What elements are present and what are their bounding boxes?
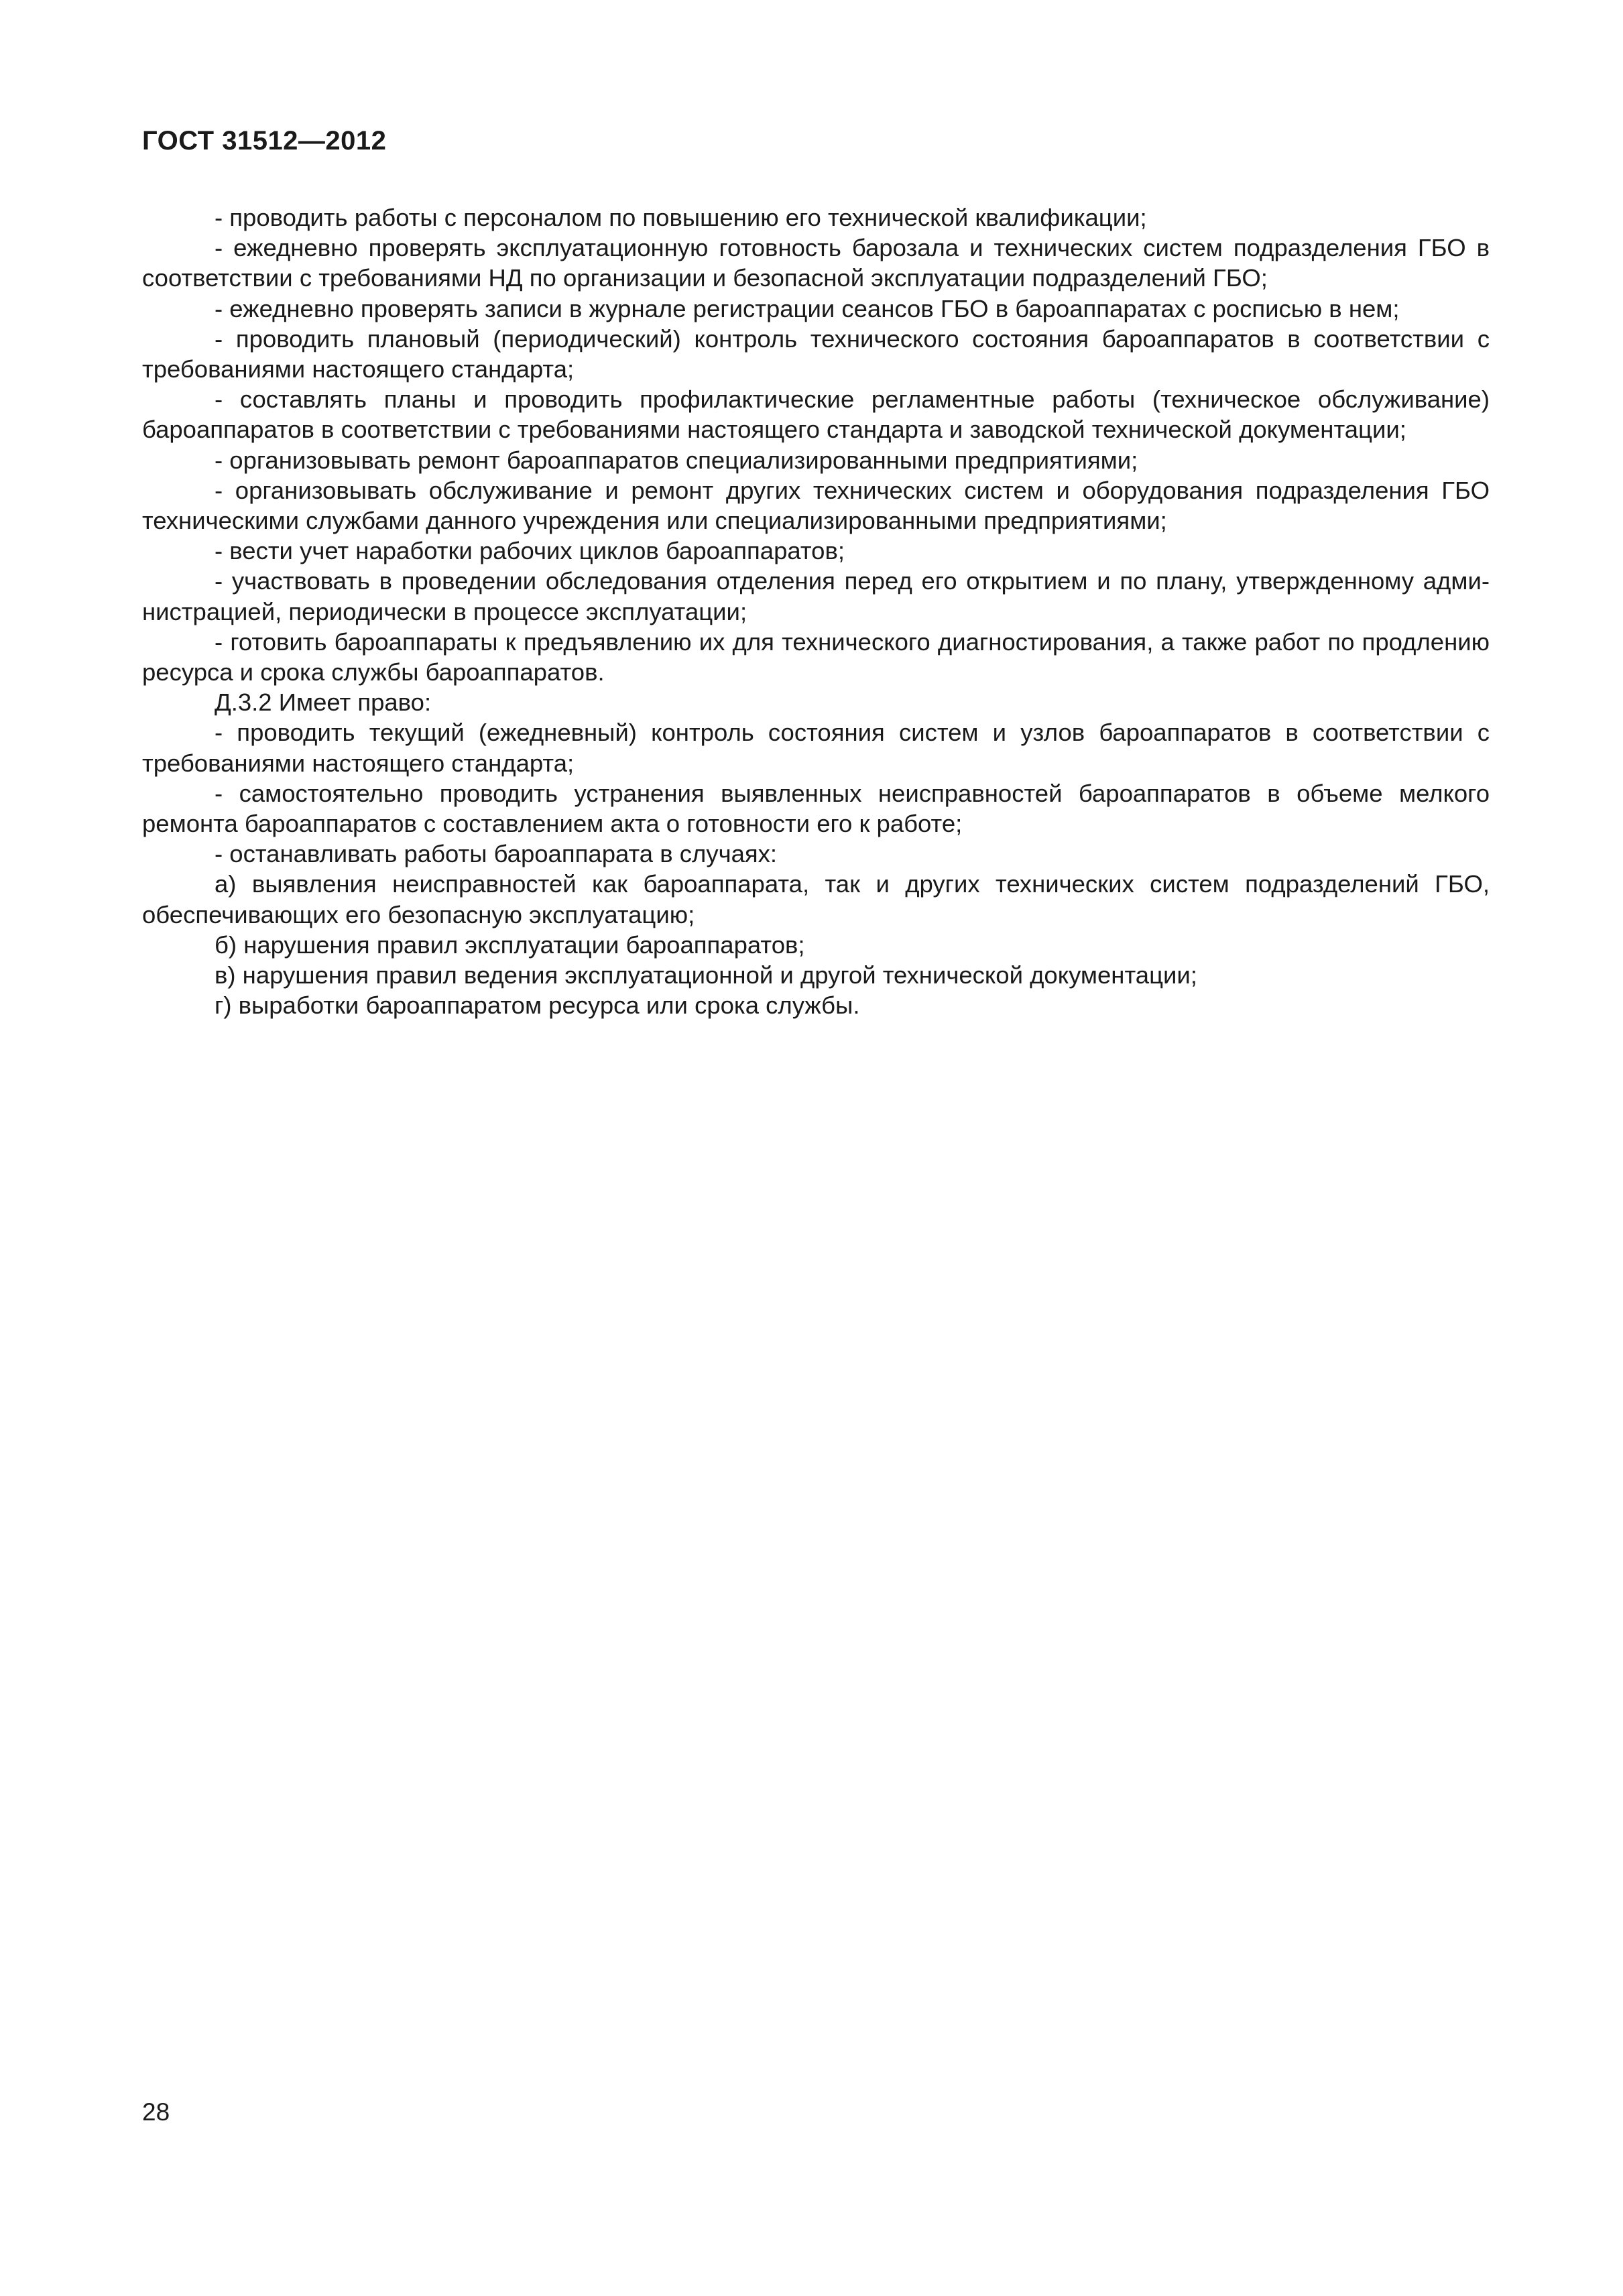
paragraph: - ежедневно проверять записи в журнале регистрации сеансов ГБО в бароаппаратах с росписью в нем; (215, 294, 1400, 322)
paragraph: - вести учет наработки рабочих циклов бароаппаратов; (215, 537, 845, 565)
paragraph: - организовывать обслуживание и ремонт других технических систем и оборудования подразделения ГБО техническими службами данного учреждения или специализированными предприятиями; (142, 476, 1490, 535)
section-heading-d-3-2: Д.3.2 Имеет право: (215, 688, 432, 717)
list-item-v: в) нарушения правил ведения эксплуатационной и другой технической документации; (215, 961, 1197, 989)
standard-code-header: ГОСТ 31512—2012 (142, 126, 387, 156)
document-body (142, 202, 1490, 1020)
paragraph: - готовить бароаппараты к предъявлению их для технического диагностирования, а также работ по продлению ресурса и срока службы бароаппаратов. (142, 627, 1490, 686)
list-item-g: г) выработки бароаппаратом ресурса или срока службы. (215, 991, 860, 1020)
paragraph: - проводить работы с персоналом по повышению его технической квалификации; (215, 204, 1147, 231)
list-item-a: а) выявления неисправностей как бароаппарата, так и других технических систем подразделений ГБО, обеспечивающих его безопасную эксплуатацию; (142, 870, 1490, 928)
paragraph: - составлять планы и проводить профилактические регламентные работы (техническое обслуживание) бароаппаратов в соответствии с требованиями настоящего стандарта и заводской технической документации; (142, 385, 1490, 444)
page-number: 28 (142, 2098, 170, 2126)
paragraph: - проводить плановый (периодический) контроль технического состояния бароаппаратов в соответствии с требованиями настоящего стандарта; (142, 324, 1490, 383)
list-item-b: б) нарушения правил эксплуатации бароаппаратов; (215, 930, 805, 959)
paragraph: - ежедневно проверять эксплуатационную готовность барозала и технических систем подразделения ГБО в соответствии с требованиями НД по организации и безопасной эксплуатации подразделений ГБО; (142, 234, 1490, 292)
paragraph: - организовывать ремонт бароаппаратов специализированными предприятиями; (215, 446, 1138, 474)
paragraph: - самостоятельно проводить устранения выявленных неисправностей бароаппаратов в объеме мелкого ремонта бароаппаратов с составлением акта о готовности его к работе; (142, 779, 1490, 838)
paragraph: - участвовать в проведении обследования отделения перед его открытием и по плану, утвержденному администрацией, периодически в процессе эксплуатации; (142, 567, 1490, 625)
paragraph: - проводить текущий (ежедневный) контроль состояния систем и узлов бароаппаратов в соответствии с требованиями настоящего стандарта; (142, 719, 1490, 777)
paragraph: - останавливать работы бароаппарата в случаях: (215, 840, 778, 868)
